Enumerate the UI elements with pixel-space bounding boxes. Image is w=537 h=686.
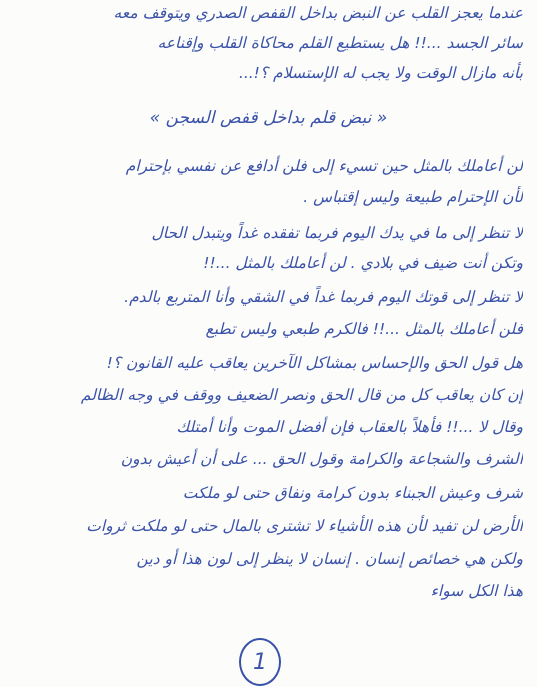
body-line: الأرض لن تفيد لأن هذه الأشياء لا تشترى بالمال حتى لو ملكت ثروات bbox=[86, 517, 523, 535]
body-line: ولكن هي خصائص إنسان . إنسان لا ينظر إلى لون هذا أو دين bbox=[136, 550, 523, 568]
intro-line: عندما يعجز القلب عن النبض بداخل القفص الصدري ويتوقف معه bbox=[113, 4, 523, 22]
body-line: إن كان يعاقب كل من قال الحق ونصر الضعيف ووقف في وجه الظالم bbox=[80, 386, 523, 404]
intro-line: سائر الجسد ...!! هل يستطيع القلم محاكاة القلب وإقناعه bbox=[157, 34, 523, 52]
intro-line: بأنه مازال الوقت ولا يجب له الإستسلام ؟!... bbox=[238, 64, 523, 82]
page-title: « نبض قلم بداخل قفص السجن » bbox=[149, 108, 388, 128]
body-line: الشرف والشجاعة والكرامة وقول الحق ... على أن أعيش بدون bbox=[120, 450, 523, 468]
body-line: هذا الكل سواء bbox=[430, 582, 523, 600]
body-line: لا تنظر إلى قوتك اليوم فربما غداً في الشقي وأنا المتربع بالدم. bbox=[124, 288, 523, 306]
body-line: وقال لا ...!! فأهلاً بالعقاب فإن أفضل الموت وأنا أمتلك bbox=[176, 418, 523, 436]
body-line: شرف وعيش الجبناء بدون كرامة ونفاق حتى لو ملكت bbox=[182, 484, 523, 502]
body-line: لا تنظر إلى ما في يدك اليوم فربما تفقده غداً ويتبدل الحال bbox=[151, 224, 523, 242]
page-number bbox=[239, 638, 281, 686]
page-number-text: 1 bbox=[253, 649, 267, 675]
body-line: لن أعاملك بالمثل حين تسيء إلى فلن أدافع عن نفسي بإحترام bbox=[125, 157, 523, 175]
body-line: لأن الإحترام طبيعة وليس إقتباس . bbox=[303, 188, 523, 206]
body-line: فلن أعاملك بالمثل ...!! فالكرم طبعي وليس تطبع bbox=[205, 320, 523, 338]
body-line: وتكن أنت ضيف في بلادي . لن أعاملك بالمثل ...!! bbox=[203, 254, 523, 272]
body-line: هل قول الحق والإحساس بمشاكل الآخرين يعاقب عليه القانون ؟! bbox=[106, 354, 523, 372]
